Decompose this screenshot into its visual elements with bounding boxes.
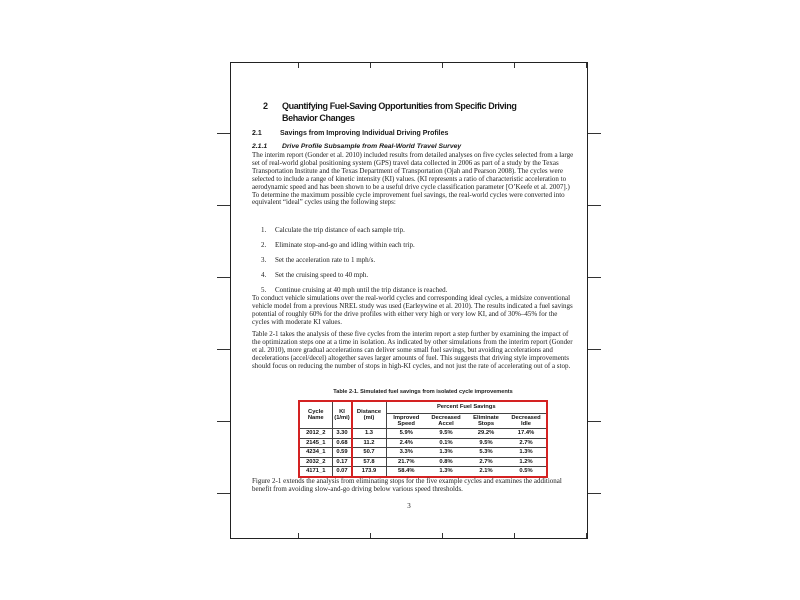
ruler-ticks-left <box>217 63 230 538</box>
fuel-savings-table <box>298 400 548 478</box>
cell-decreased-idle: 1.2% <box>506 457 546 467</box>
cell-decreased-accel: 0.8% <box>426 457 466 467</box>
cell-ki: 0.59 <box>332 448 352 458</box>
cell-improved-speed: 21.7% <box>386 457 426 467</box>
col-header-improved-speed: Improved Speed <box>386 414 426 429</box>
ruler-ticks-bottom <box>231 533 587 538</box>
cell-decreased-idle: 0.5% <box>519 468 533 475</box>
table-red-divider <box>351 402 353 476</box>
report-page <box>230 62 588 539</box>
chapter-title-text <box>282 101 516 124</box>
col-header-ki: KI (1/mi) <box>332 402 352 429</box>
cell-distance: 57.8 <box>352 457 386 467</box>
chapter-heading <box>263 101 516 124</box>
section-number: 2.1 <box>252 130 262 137</box>
list-item-text: Set the cruising speed to 40 mph. <box>275 271 369 279</box>
cell-ki: 0.17 <box>332 457 352 467</box>
chapter-title-line2: Behavior Changes <box>282 112 355 123</box>
list-item-text: Eliminate stop-and-go and idling within each trip. <box>275 241 415 249</box>
cell-distance: 173.9 <box>352 467 386 476</box>
subsection-number: 2.1.1 <box>252 143 268 150</box>
ruler-ticks-right <box>588 63 601 538</box>
cell-distance: 1.3 <box>352 429 386 439</box>
chapter-number: 2 <box>263 101 268 111</box>
cell-decreased-accel: 1.3% <box>426 448 466 458</box>
cell-decreased-idle: 1.3% <box>506 448 546 458</box>
cell-decreased-accel: 1.3% <box>439 468 453 475</box>
page-number: 3 <box>407 502 411 510</box>
cell-eliminate-stops: 5.3% <box>466 448 506 458</box>
list-item-number: 1. <box>261 226 267 234</box>
cell-improved-speed: 2.4% <box>386 438 426 448</box>
col-header-decreased-idle: Decreased Idle <box>506 414 546 429</box>
table-row <box>300 438 546 448</box>
cell-decreased-idle: 2.7% <box>506 438 546 448</box>
subsection-title: Drive Profile Subsample from Real-World Travel Survey <box>282 143 462 150</box>
list-item-number: 4. <box>261 271 267 279</box>
col-header-distance: Distance (mi) <box>352 402 386 429</box>
section-heading-2-1-1 <box>252 143 461 150</box>
paragraph-3: Table 2-1 takes the analysis of these five cycles from the interim report a step further by examining the impact of the optimization steps one at a time in isolation. As indicated by other simulations from the interim report (Gonder et al. 2010), more gradual accelerations can deliver some small fuel savings, but avoiding accelerations and decelerations (accel/decel) altogether saves larger amounts of fuel. This suggests that driving style improvements should focus on reducing the number of stops in high-KI cycles, and not just the rate of accelerating out of a stop. <box>252 330 573 370</box>
section-title: Savings from Improving Individual Driving Profiles <box>280 130 449 137</box>
list-item-text: Continue cruising at 40 mph until the trip distance is reached. <box>275 286 448 294</box>
cell-ki: 0.68 <box>332 438 352 448</box>
table-row <box>300 457 546 467</box>
list-item <box>261 271 561 279</box>
list-item <box>261 256 561 264</box>
cell-ki: 0.07 <box>332 467 352 476</box>
cell-eliminate-stops: 2.7% <box>466 457 506 467</box>
table-row <box>300 467 546 476</box>
cell-cycle-name: 4234_1 <box>300 448 332 458</box>
paragraph-1: The interim report (Gonder et al. 2010) included results from detailed analyses on five cycles selected from a large set of real-world global positioning system (GPS) travel data collected in 2006 as part of a study by the Texas Transportation Institute and the Texas Department of Transportation (Ojah and Pearson 2008). The cycles were selected to include a range of kinetic intensity (KI) values. (KI represents a ratio of characteristic acceleration to aerodynamic speed and has been shown to be a useful drive cycle classification parameter [O’Keefe et al. 2007].) To determine the maximum possible cycle improvement fuel savings, the real-world cycles were converted into equivalent “ideal” cycles using the following steps: <box>252 151 574 207</box>
cell-eliminate-stops: 9.5% <box>466 438 506 448</box>
ruler-ticks-top <box>231 63 587 68</box>
col-header-eliminate-stops: Eliminate Stops <box>466 414 506 429</box>
cell-ki: 3.30 <box>332 429 352 439</box>
cell-cycle-name: 2012_2 <box>300 429 332 439</box>
list-item-number: 5. <box>261 286 267 294</box>
table-caption: Table 2-1. Simulated fuel savings from isolated cycle improvements <box>333 389 513 395</box>
cell-improved-speed: 58.4% <box>386 467 426 476</box>
col-header-cycle-name: Cycle Name <box>300 402 332 429</box>
list-item-number: 2. <box>261 241 267 249</box>
list-item-number: 3. <box>261 256 267 264</box>
cell-distance: 50.7 <box>352 448 386 458</box>
list-item <box>261 241 561 249</box>
cell-distance: 11.2 <box>352 438 386 448</box>
cell-cycle-name: 4171_1 <box>306 468 326 475</box>
col-header-decreased-accel: Decreased Accel <box>426 414 466 429</box>
chapter-title-line1: Quantifying Fuel-Saving Opportunities from Specific Driving <box>282 101 517 111</box>
group-header-percent-fuel-savings: Percent Fuel Savings <box>386 402 546 414</box>
cell-cycle-name: 2145_1 <box>300 438 332 448</box>
list-item <box>261 286 561 294</box>
cell-decreased-accel: 9.5% <box>426 429 466 439</box>
list-item <box>261 226 561 234</box>
list-item-text: Calculate the trip distance of each sample trip. <box>275 226 405 234</box>
cell-cycle-name: 2032_2 <box>300 457 332 467</box>
ideal-cycle-steps-list <box>261 226 561 301</box>
table-row <box>300 429 546 439</box>
cell-eliminate-stops: 29.2% <box>466 429 506 439</box>
cell-improved-speed: 3.3% <box>386 448 426 458</box>
paragraph-2: To conduct vehicle simulations over the real-world cycles and corresponding ideal cycles, a midsize conventional vehicle model from a previous NREL study was used (Earleywine et al. 2010). The results indicated a fuel savings potential of roughly 60% for the drive profiles with either very high or very low KI, and of 30%–45% for the cycles with moderate KI values. <box>252 294 573 326</box>
cell-eliminate-stops: 2.1% <box>479 468 493 475</box>
section-heading-2-1 <box>252 130 448 137</box>
list-item-text: Set the acceleration rate to 1 mph/s. <box>275 256 376 264</box>
table-row <box>300 448 546 458</box>
cell-decreased-idle: 17.4% <box>506 429 546 439</box>
cell-decreased-accel: 0.1% <box>426 438 466 448</box>
cell-improved-speed: 5.9% <box>386 429 426 439</box>
paragraph-4: Figure 2-1 extends the analysis from eliminating stops for the five example cycles and examines the additional benefit from avoiding slow-and-go driving below various speed thresholds. <box>252 477 562 493</box>
